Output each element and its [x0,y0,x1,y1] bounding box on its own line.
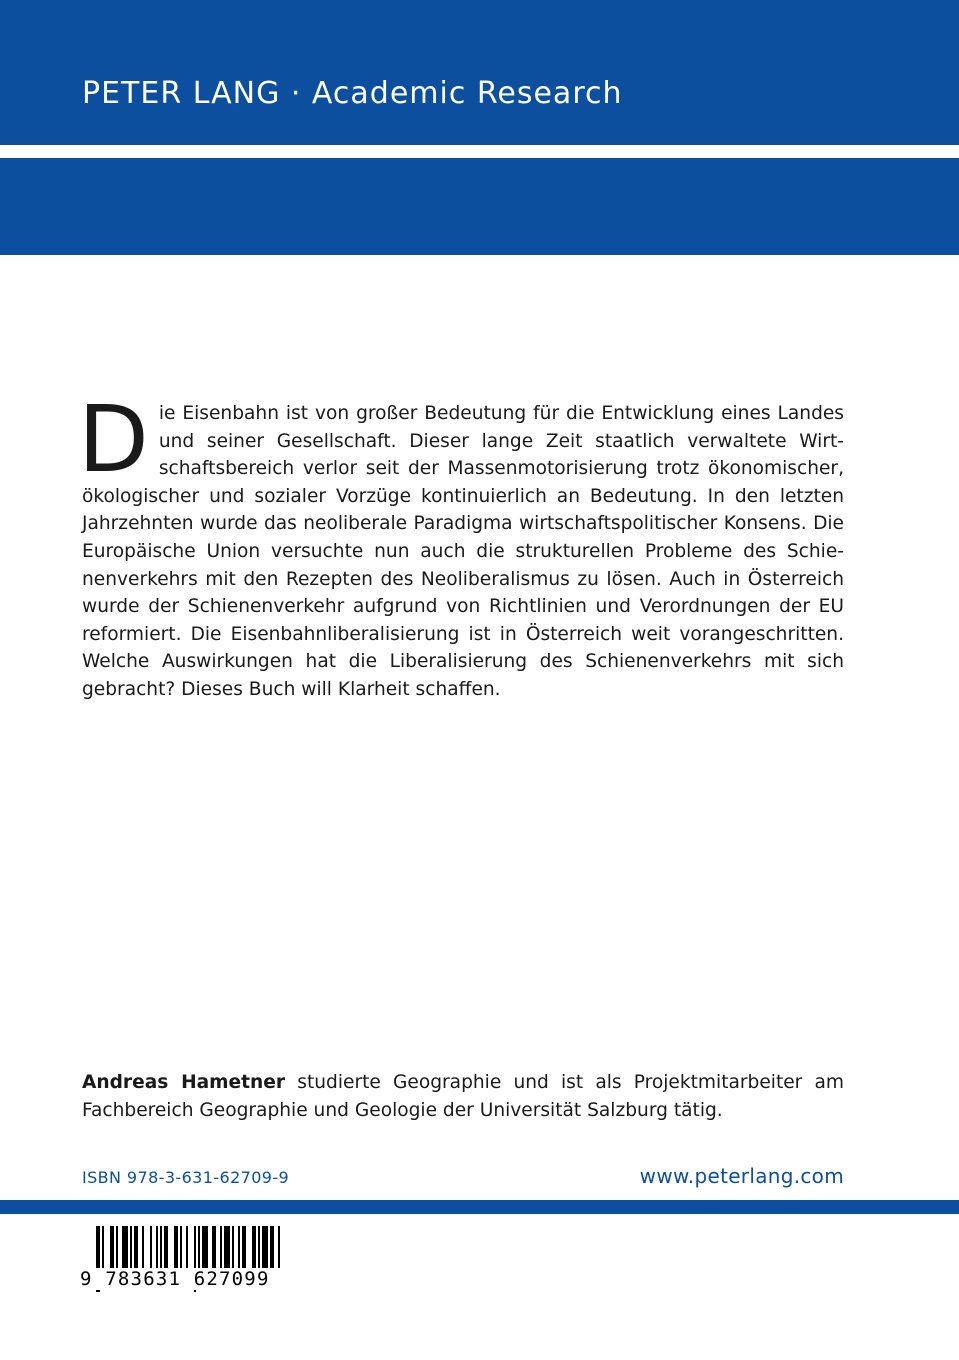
publisher-website-link[interactable]: www.peterlang.com [639,1164,844,1188]
barcode-bar [242,1226,246,1274]
author-name: Andreas Hametner [82,1072,286,1093]
barcode-bar [180,1226,182,1274]
author-bio [82,1069,844,1125]
barcode-bar [134,1226,138,1274]
barcode-bar [130,1226,132,1274]
barcode-bar [122,1226,128,1274]
barcode-bar [198,1226,200,1274]
barcode-bar [238,1226,240,1274]
publisher-title: PETER LANG · Academic Research [82,76,623,111]
publisher-band [0,0,959,145]
series-band [0,158,959,379]
barcode-bar [252,1226,256,1274]
footer-band [0,1200,959,1214]
barcode-bar [224,1226,230,1274]
barcode-bar [156,1226,158,1274]
barcode-bar [116,1226,118,1274]
isbn: ISBN 978-3-631-62709-9 [82,1168,290,1187]
barcode-bar [164,1226,168,1274]
barcode-bar [174,1226,178,1274]
barcode-bar [150,1226,152,1274]
barcode-bar [110,1226,114,1274]
barcode-bar [258,1226,260,1274]
author-bio-text: studierte Geographie und ist als Projektmitarbeiter am Fachbereich Geographie und Geologie der Universität Salzburg tätig. [82,1072,845,1121]
book-blurb [78,386,844,704]
barcode-bar [186,1226,188,1274]
blurb-text: ie Eisenbahn ist von großer Bedeutung für die Entwicklung eines Landes und seiner Gesellschaft. Dieser lange Zeit staatlich verwaltete Wirtschaftsbereich verlor seit der Massenmotorisierung trotz ökonomischer, ökologischer und sozialer Vorzüge kontinuierlich an Bedeutung. In den letzten Jahrzehnten wurde das neoliberale Paradigma wirtschaftspolitischer Konsens. Die Europäische Union versuchte nun auch die strukturellen Probleme des Schienenverkehrs mit den Rezepten des Neoliberalismus zu lösen. Auch in Österreich wurde der Schienenverkehr aufgrund von Richtlinien und Verordnungen der EU reformiert. Die Eisenbahnliberalisierung ist in Österreich weit vorangeschritten. Welche Auswirkungen hat die Liberalisierung des Schienenverkehrs mit sich gebracht? Dieses Buch will Klarheit schaffen. [82,403,844,700]
barcode-bar [160,1226,162,1274]
barcode-digits: 9 783631 627099 [80,1268,280,1290]
barcode-bar [262,1226,268,1274]
series-number: V / 3432 [82,344,213,379]
barcode-bar [232,1226,234,1274]
barcode-bar [278,1226,280,1274]
barcode-bar [220,1226,222,1274]
barcode-bar [202,1226,208,1274]
barcode-bar [270,1226,274,1274]
barcode-bar [102,1226,104,1274]
drop-cap: D [78,386,149,493]
barcode-bar [212,1226,216,1274]
barcode-bar [142,1226,144,1274]
